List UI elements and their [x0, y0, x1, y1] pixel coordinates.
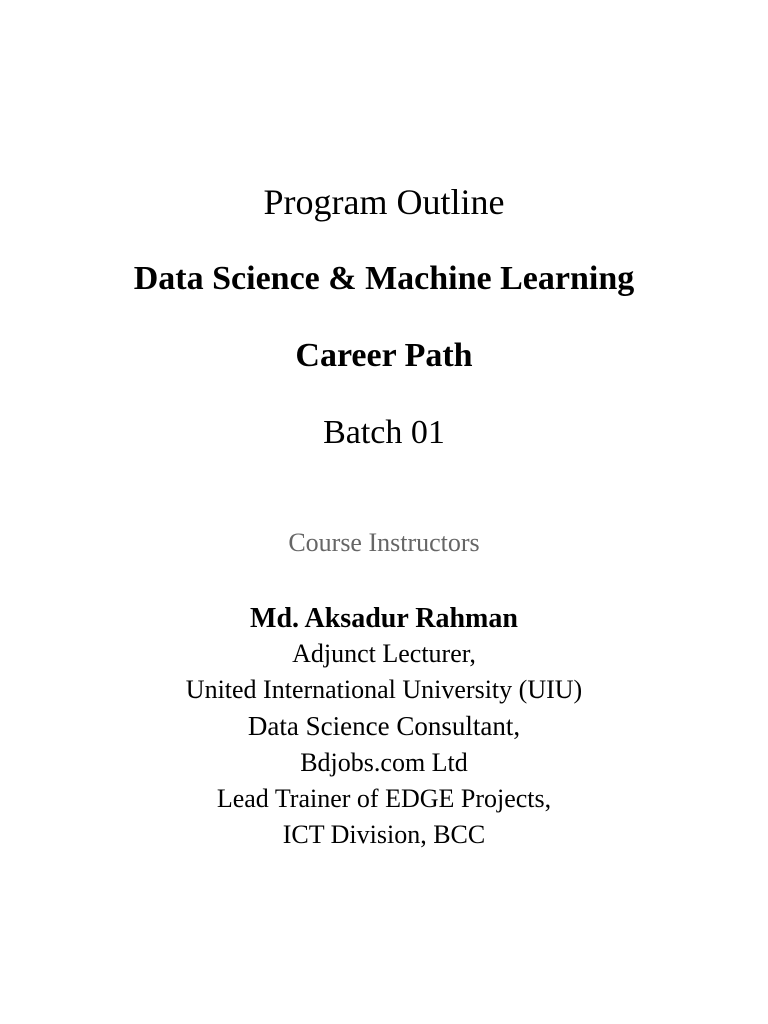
program-outline-heading: Program Outline	[263, 182, 505, 222]
instructor-role-line: Lead Trainer of EDGE Projects,	[216, 784, 552, 813]
instructor-affiliation-line: ICT Division, BCC	[282, 820, 486, 849]
instructor-role-line: Adjunct Lecturer,	[292, 639, 476, 668]
instructor-affiliation-line: United International University (UIU)	[185, 675, 583, 704]
batch-label: Batch 01	[323, 414, 445, 451]
instructor-name: Md. Aksadur Rahman	[250, 603, 518, 634]
instructors-heading: Course Instructors	[288, 528, 480, 557]
course-title: Data Science & Machine Learning	[133, 260, 635, 297]
instructor-affiliation-line: Bdjobs.com Ltd	[300, 748, 468, 777]
instructor-role-line: Data Science Consultant,	[247, 711, 521, 741]
course-subtitle: Career Path	[295, 337, 473, 374]
